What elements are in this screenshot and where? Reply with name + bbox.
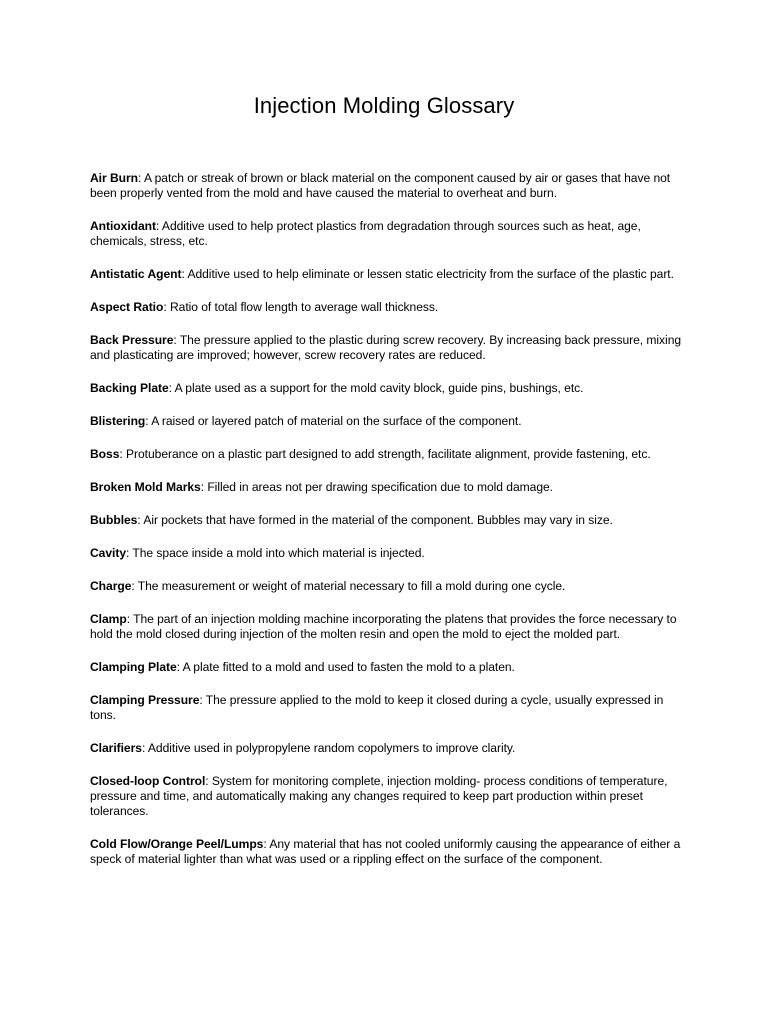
term-separator: : bbox=[137, 513, 144, 527]
glossary-entry bbox=[90, 774, 682, 819]
glossary-entry bbox=[90, 171, 682, 201]
glossary-entry bbox=[90, 513, 682, 528]
glossary-entry bbox=[90, 219, 682, 249]
glossary-definition: The part of an injection molding machine incorporating the platens that provides the force necessary to hold the mold closed during injection of the molten resin and open the mold to eject the molded part. bbox=[90, 612, 677, 641]
term-separator: : bbox=[199, 693, 206, 707]
glossary-term: Closed-loop Control bbox=[90, 774, 206, 788]
glossary-term: Boss bbox=[90, 447, 120, 461]
term-separator: : bbox=[173, 333, 180, 347]
glossary-entry bbox=[90, 837, 682, 867]
glossary-term: Clamping Plate bbox=[90, 660, 177, 674]
glossary-entry bbox=[90, 480, 682, 495]
glossary-definition: The space inside a mold into which material is injected. bbox=[132, 546, 425, 560]
glossary-definition: The measurement or weight of material necessary to fill a mold during one cycle. bbox=[137, 579, 566, 593]
glossary-entry bbox=[90, 612, 682, 642]
glossary-definition: A patch or streak of brown or black material on the component caused by air or gases that have not been properly vented from the mold and have caused the material to overheat and burn. bbox=[90, 171, 671, 200]
term-separator: : bbox=[200, 480, 208, 494]
term-separator: : bbox=[205, 774, 212, 788]
term-separator: : bbox=[126, 546, 133, 560]
glossary-entry bbox=[90, 546, 682, 561]
glossary-definition: A plate used as a support for the mold cavity block, guide pins, bushings, etc. bbox=[174, 381, 584, 395]
glossary-term: Charge bbox=[90, 579, 132, 593]
term-separator: : bbox=[263, 837, 270, 851]
glossary-term: Aspect Ratio bbox=[90, 300, 164, 314]
glossary-definition: The pressure applied to the mold to keep it closed during a cycle, usually expressed in tons. bbox=[90, 693, 664, 722]
glossary-entry bbox=[90, 381, 682, 396]
page-title: Injection Molding Glossary bbox=[253, 93, 515, 118]
glossary-definition: Any material that has not cooled uniformly causing the appearance of either a speck of material lighter than what was used or a rippling effect on the surface of the component. bbox=[90, 837, 681, 866]
term-separator: : bbox=[137, 171, 144, 185]
glossary-entry bbox=[90, 741, 682, 756]
glossary-term: Clamp bbox=[90, 612, 127, 626]
glossary-entry bbox=[90, 660, 682, 675]
term-separator: : bbox=[155, 219, 162, 233]
glossary-term: Broken Mold Marks bbox=[90, 480, 201, 494]
glossary-term: Backing Plate bbox=[90, 381, 169, 395]
glossary-entry bbox=[90, 579, 682, 594]
glossary-definition: Ratio of total flow length to average wall thickness. bbox=[169, 300, 439, 314]
glossary-entry bbox=[90, 447, 682, 462]
glossary-term: Clarifiers bbox=[90, 741, 142, 755]
term-separator: : bbox=[126, 612, 134, 626]
glossary-definition: The pressure applied to the plastic during screw recovery. By increasing back pressure, mixing and plasticating are improved; however, screw recovery rates are reduced. bbox=[90, 333, 682, 362]
term-separator: : bbox=[145, 414, 152, 428]
term-separator: : bbox=[131, 579, 138, 593]
glossary-term: Cold Flow/Orange Peel/Lumps bbox=[90, 837, 264, 851]
glossary-term: Antioxidant bbox=[90, 219, 156, 233]
glossary-definition: Filled in areas not per drawing specification due to mold damage. bbox=[207, 480, 553, 494]
glossary-term: Blistering bbox=[90, 414, 146, 428]
glossary-definition: Additive used to help protect plastics from degradation through sources such as heat, age, chemicals, stress, etc. bbox=[90, 219, 641, 248]
term-separator: : bbox=[119, 447, 126, 461]
glossary-definition: Additive used in polypropylene random copolymers to improve clarity. bbox=[147, 741, 516, 755]
glossary-entry bbox=[90, 333, 682, 363]
glossary-entry bbox=[90, 267, 682, 282]
term-separator: : bbox=[176, 660, 183, 674]
glossary-definition: A plate fitted to a mold and used to fasten the mold to a platen. bbox=[182, 660, 515, 674]
term-separator: : bbox=[168, 381, 175, 395]
glossary-term: Cavity bbox=[90, 546, 126, 560]
term-separator: : bbox=[141, 741, 148, 755]
glossary-entry bbox=[90, 414, 682, 429]
glossary-definition: System for monitoring complete, injection molding- process conditions of temperature, pressure and time, and automatically making any changes required to keep part production within preset tolerances. bbox=[90, 774, 668, 818]
glossary-definition: Protuberance on a plastic part designed to add strength, facilitate alignment, provide fastening, etc. bbox=[126, 447, 651, 461]
term-separator: : bbox=[181, 267, 188, 281]
glossary-definition: Additive used to help eliminate or lessen static electricity from the surface of the plastic part. bbox=[187, 267, 674, 281]
glossary-term: Air Burn bbox=[90, 171, 138, 185]
glossary-term: Bubbles bbox=[90, 513, 138, 527]
glossary-entry bbox=[90, 693, 682, 723]
glossary-term: Clamping Pressure bbox=[90, 693, 200, 707]
glossary-list bbox=[90, 171, 682, 885]
glossary-entry bbox=[90, 300, 682, 315]
glossary-term: Back Pressure bbox=[90, 333, 174, 347]
glossary-definition: Air pockets that have formed in the material of the component. Bubbles may vary in size. bbox=[143, 513, 613, 527]
glossary-term: Antistatic Agent bbox=[90, 267, 182, 281]
glossary-definition: A raised or layered patch of material on the surface of the component. bbox=[151, 414, 522, 428]
term-separator: : bbox=[163, 300, 170, 314]
